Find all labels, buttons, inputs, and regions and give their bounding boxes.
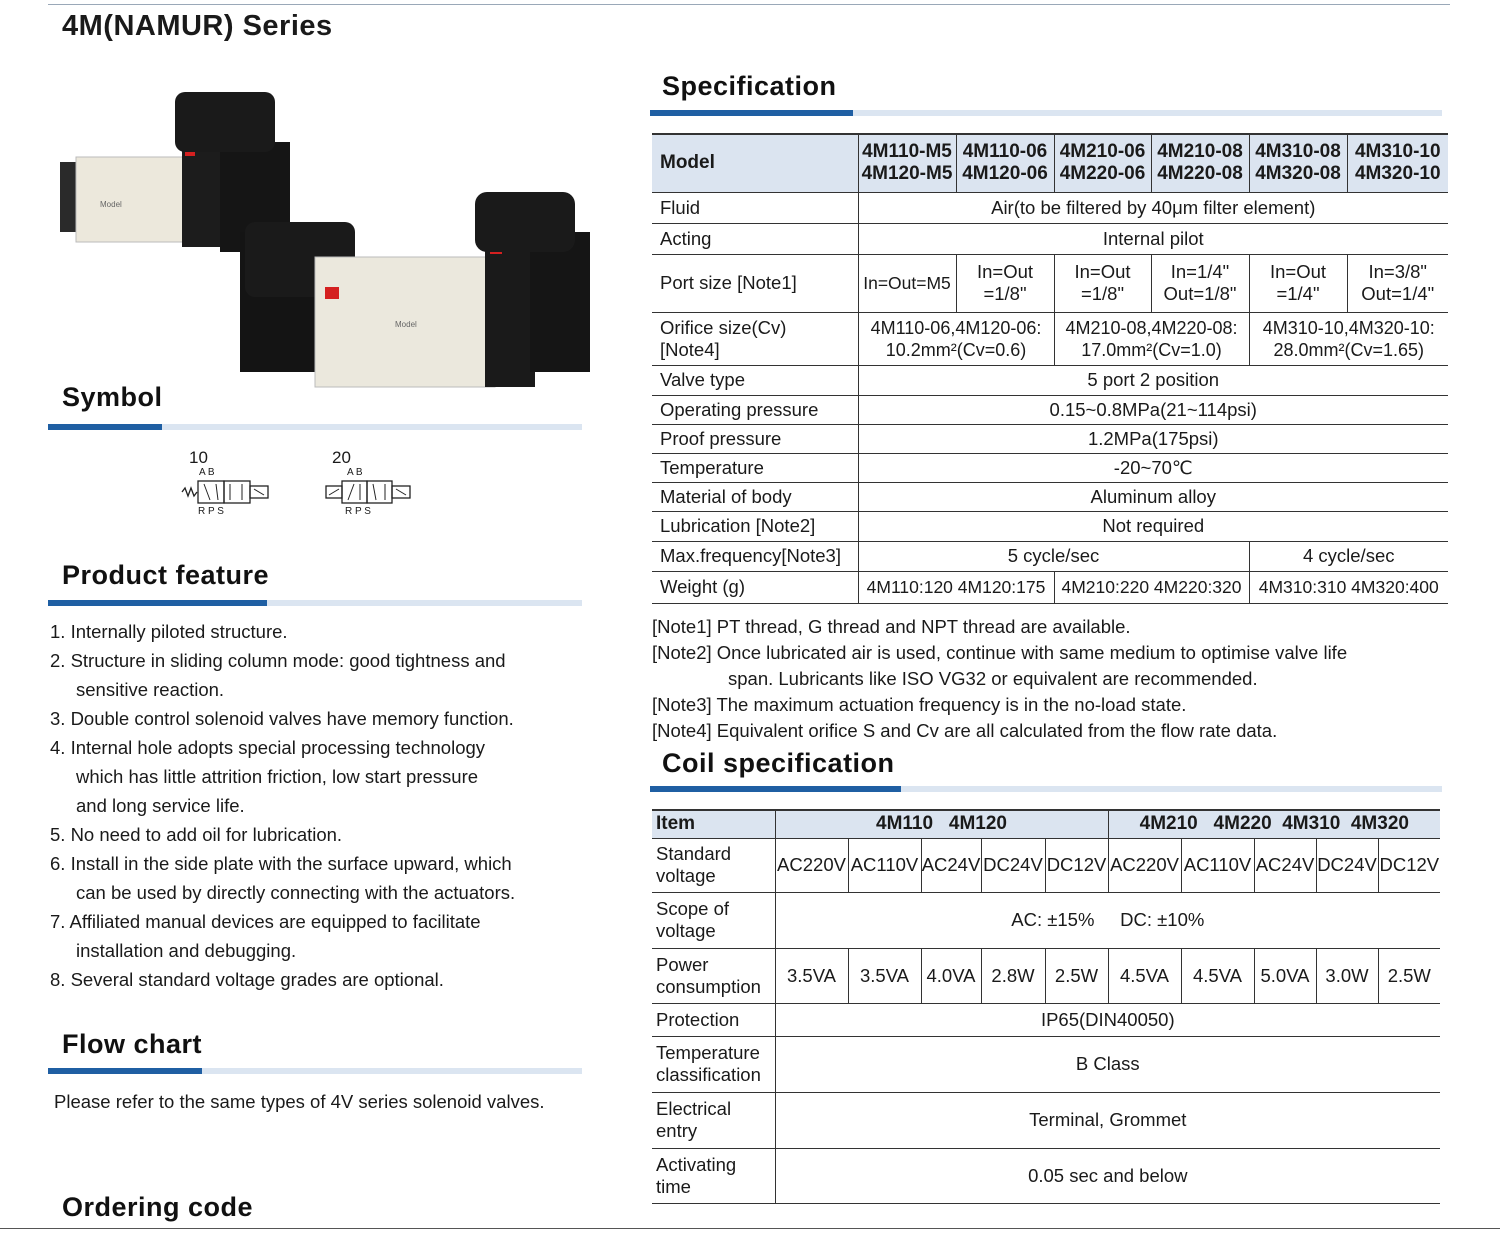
feature-line: 8. Several standard voltage grades are optional. [50, 969, 444, 990]
operating-pressure-label: Operating pressure [652, 395, 858, 424]
feature-line: 1. Internally piloted structure. [50, 621, 288, 642]
ordering-heading: Ordering code [62, 1192, 254, 1222]
coil-row-electrical [652, 1092, 1440, 1148]
power-value: 2.5W [1045, 948, 1108, 1003]
feature-list [50, 617, 610, 994]
coil-row-power [652, 948, 1440, 1003]
orifice-value: 4M310-10,4M320-10: 28.0mm²(Cv=1.65) [1249, 312, 1448, 365]
flow-text: Please refer to the same types of 4V series solenoid valves. [54, 1091, 545, 1112]
spec-notes [652, 614, 1452, 744]
feature-bar-light [265, 600, 582, 606]
coil-group-2: 4M210 4M220 4M310 4M320 [1108, 810, 1440, 838]
scope-label: Scope of voltage [652, 892, 775, 948]
flow-heading: Flow chart [62, 1029, 203, 1059]
acting-label: Acting [652, 223, 858, 254]
model-label: Model [652, 134, 858, 192]
port-value: In=Out =1/8" [1054, 254, 1151, 312]
lubrication-value: Not required [858, 511, 1448, 541]
model-cell: 4M210-06 4M220-06 [1054, 134, 1151, 192]
note-tag: [Note3] [652, 694, 712, 715]
activating-value: 0.05 sec and below [775, 1148, 1440, 1203]
temperature-value: -20~70℃ [858, 453, 1448, 482]
fluid-value: Air(to be filtered by 40μm filter element) [858, 192, 1448, 223]
std-voltage-value: DC24V [1316, 838, 1378, 892]
spec-bar-light [851, 110, 1442, 116]
acting-value: Internal pilot [858, 223, 1448, 254]
std-voltage-value: AC220V [1108, 838, 1181, 892]
feature-bar [48, 600, 267, 606]
note-line [652, 614, 1452, 640]
orifice-value: 4M110-06,4M120-06: 10.2mm²(Cv=0.6) [858, 312, 1054, 365]
feature-line: 7. Affiliated manual devices are equipped to facilitate [50, 911, 481, 932]
power-value: 4.5VA [1181, 948, 1254, 1003]
note-text: The maximum actuation frequency is in the no-load state. [711, 694, 1187, 715]
protection-label: Protection [652, 1003, 775, 1036]
svg-text:Model: Model [100, 200, 122, 209]
coil-row-scope [652, 892, 1440, 948]
proof-pressure-value: 1.2MPa(175psi) [858, 424, 1448, 453]
spec-row-lubrication [652, 511, 1448, 541]
coil-row-activating [652, 1148, 1440, 1203]
feature-line: 5. No need to add oil for lubrication. [50, 824, 343, 845]
bottom-rule [0, 1228, 1500, 1229]
symbol-ports-bottom-20: R P S [345, 506, 371, 517]
model-cell: 4M210-08 4M220-08 [1151, 134, 1249, 192]
std-voltage-value: AC24V [921, 838, 981, 892]
model-cell: 4M110-M5 4M120-M5 [858, 134, 956, 192]
weight-value: 4M210:220 4M220:320 [1054, 571, 1249, 603]
std-voltage-label: Standard voltage [652, 838, 775, 892]
valve-large [240, 192, 590, 387]
note-line [652, 666, 1452, 692]
svg-text:Model: Model [395, 320, 417, 329]
spec-bar [650, 110, 853, 116]
valve-type-value: 5 port 2 position [858, 365, 1448, 395]
note-line [652, 718, 1452, 744]
std-voltage-value: AC110V [1181, 838, 1254, 892]
operating-pressure-value: 0.15~0.8MPa(21~114psi) [858, 395, 1448, 424]
spec-row-model [652, 134, 1448, 192]
frequency-label: Max.frequency[Note3] [652, 541, 858, 571]
power-value: 4.0VA [921, 948, 981, 1003]
coil-row-std-voltage [652, 838, 1440, 892]
symbol-ports-bottom-10: R P S [198, 506, 224, 517]
feature-line: which has little attrition friction, low start pressure [76, 766, 479, 787]
spec-table [652, 133, 1448, 604]
symbol-ports-top-20: A B [347, 467, 363, 478]
feature-line: installation and debugging. [76, 940, 297, 961]
power-value: 3.0W [1316, 948, 1378, 1003]
port-value: In=Out =1/4" [1249, 254, 1347, 312]
spec-row-material [652, 482, 1448, 511]
spec-row-operating-pressure [652, 395, 1448, 424]
proof-pressure-label: Proof pressure [652, 424, 858, 453]
symbol-code-10: 10 [189, 448, 208, 467]
fluid-label: Fluid [652, 192, 858, 223]
page-title: 4M(NAMUR) Series [62, 10, 333, 42]
symbol-bar [48, 424, 162, 430]
top-rule [48, 4, 1450, 5]
std-voltage-value: DC12V [1378, 838, 1440, 892]
feature-line: 3. Double control solenoid valves have memory function. [50, 708, 514, 729]
orifice-label: Orifice size(Cv) [Note4] [652, 312, 858, 365]
activating-label: Activating time [652, 1148, 775, 1203]
spec-row-valve-type [652, 365, 1448, 395]
temperature-label: Temperature [652, 453, 858, 482]
port-value: In=3/8" Out=1/4" [1347, 254, 1448, 312]
weight-value: 4M310:310 4M320:400 [1249, 571, 1448, 603]
coil-bar-light [899, 786, 1442, 792]
product-photo [60, 82, 600, 394]
coil-bar [650, 786, 901, 792]
coil-row-temp-class [652, 1036, 1440, 1092]
note-text: Equivalent orifice S and Cv are all calculated from the flow rate data. [711, 720, 1278, 741]
symbol-code-20: 20 [332, 448, 351, 467]
power-value: 3.5VA [775, 948, 848, 1003]
symbol-heading: Symbol [62, 382, 163, 412]
power-label: Power consumption [652, 948, 775, 1003]
power-value: 3.5VA [848, 948, 921, 1003]
spec-row-temperature [652, 453, 1448, 482]
valve-type-label: Valve type [652, 365, 858, 395]
spec-row-frequency [652, 541, 1448, 571]
feature-line: and long service life. [76, 795, 245, 816]
orifice-value: 4M210-08,4M220-08: 17.0mm²(Cv=1.0) [1054, 312, 1249, 365]
note-line [652, 692, 1452, 718]
flow-bar-light [200, 1068, 582, 1074]
port-value: In=Out=M5 [858, 254, 956, 312]
coil-group-1: 4M110 4M120 [775, 810, 1108, 838]
lubrication-label: Lubrication [Note2] [652, 511, 858, 541]
temp-class-label: Temperature classification [652, 1036, 775, 1092]
port-value: In=Out =1/8" [956, 254, 1054, 312]
note-line [652, 640, 1452, 666]
note-tag: [Note2] [652, 642, 712, 663]
spec-row-port [652, 254, 1448, 312]
symbol-bar-light [160, 424, 582, 430]
coil-table [652, 809, 1440, 1204]
note-text: span. Lubricants like ISO VG32 or equivalent are recommended. [728, 668, 1258, 689]
feature-line: 6. Install in the side plate with the surface upward, which [50, 853, 512, 874]
note-text: Once lubricated air is used, continue with same medium to optimise valve life [711, 642, 1348, 663]
power-value: 2.5W [1378, 948, 1440, 1003]
port-label: Port size [Note1] [652, 254, 858, 312]
coil-row-item [652, 810, 1440, 838]
port-value: In=1/4" Out=1/8" [1151, 254, 1249, 312]
scope-value: AC: ±15% DC: ±10% [775, 892, 1440, 948]
frequency-value-2: 4 cycle/sec [1249, 541, 1448, 571]
weight-label: Weight (g) [652, 571, 858, 603]
spec-row-acting [652, 223, 1448, 254]
model-cell: 4M310-10 4M320-10 [1347, 134, 1448, 192]
coil-heading: Coil specification [662, 748, 895, 778]
weight-value: 4M110:120 4M120:175 [858, 571, 1054, 603]
power-value: 4.5VA [1108, 948, 1181, 1003]
frequency-value-1: 5 cycle/sec [858, 541, 1249, 571]
temp-class-value: B Class [775, 1036, 1440, 1092]
std-voltage-value: DC12V [1045, 838, 1108, 892]
spec-row-fluid [652, 192, 1448, 223]
symbol-10-icon [180, 476, 275, 508]
model-cell: 4M310-08 4M320-08 [1249, 134, 1347, 192]
coil-row-protection [652, 1003, 1440, 1036]
item-label: Item [652, 810, 775, 838]
feature-line: 4. Internal hole adopts special processing technology [50, 737, 486, 758]
material-label: Material of body [652, 482, 858, 511]
symbol-20-icon [324, 476, 424, 508]
spec-row-orifice [652, 312, 1448, 365]
note-tag: [Note4] [652, 720, 712, 741]
feature-heading: Product feature [62, 560, 270, 590]
std-voltage-value: DC24V [981, 838, 1045, 892]
protection-value: IP65(DIN40050) [775, 1003, 1440, 1036]
std-voltage-value: AC110V [848, 838, 921, 892]
std-voltage-value: AC24V [1254, 838, 1316, 892]
spec-row-weight [652, 571, 1448, 603]
spec-heading: Specification [662, 71, 837, 101]
electrical-value: Terminal, Grommet [775, 1092, 1440, 1148]
model-cell: 4M110-06 4M120-06 [956, 134, 1054, 192]
power-value: 5.0VA [1254, 948, 1316, 1003]
flow-bar [48, 1068, 202, 1074]
std-voltage-value: AC220V [775, 838, 848, 892]
power-value: 2.8W [981, 948, 1045, 1003]
feature-line: can be used by directly connecting with the actuators. [76, 882, 516, 903]
material-value: Aluminum alloy [858, 482, 1448, 511]
feature-line: sensitive reaction. [76, 679, 225, 700]
spec-row-proof-pressure [652, 424, 1448, 453]
electrical-label: Electrical entry [652, 1092, 775, 1148]
note-tag: [Note1] [652, 616, 712, 637]
symbol-ports-top-10: A B [199, 467, 215, 478]
feature-line: 2. Structure in sliding column mode: good tightness and [50, 650, 506, 671]
note-text: PT thread, G thread and NPT thread are available. [711, 616, 1131, 637]
